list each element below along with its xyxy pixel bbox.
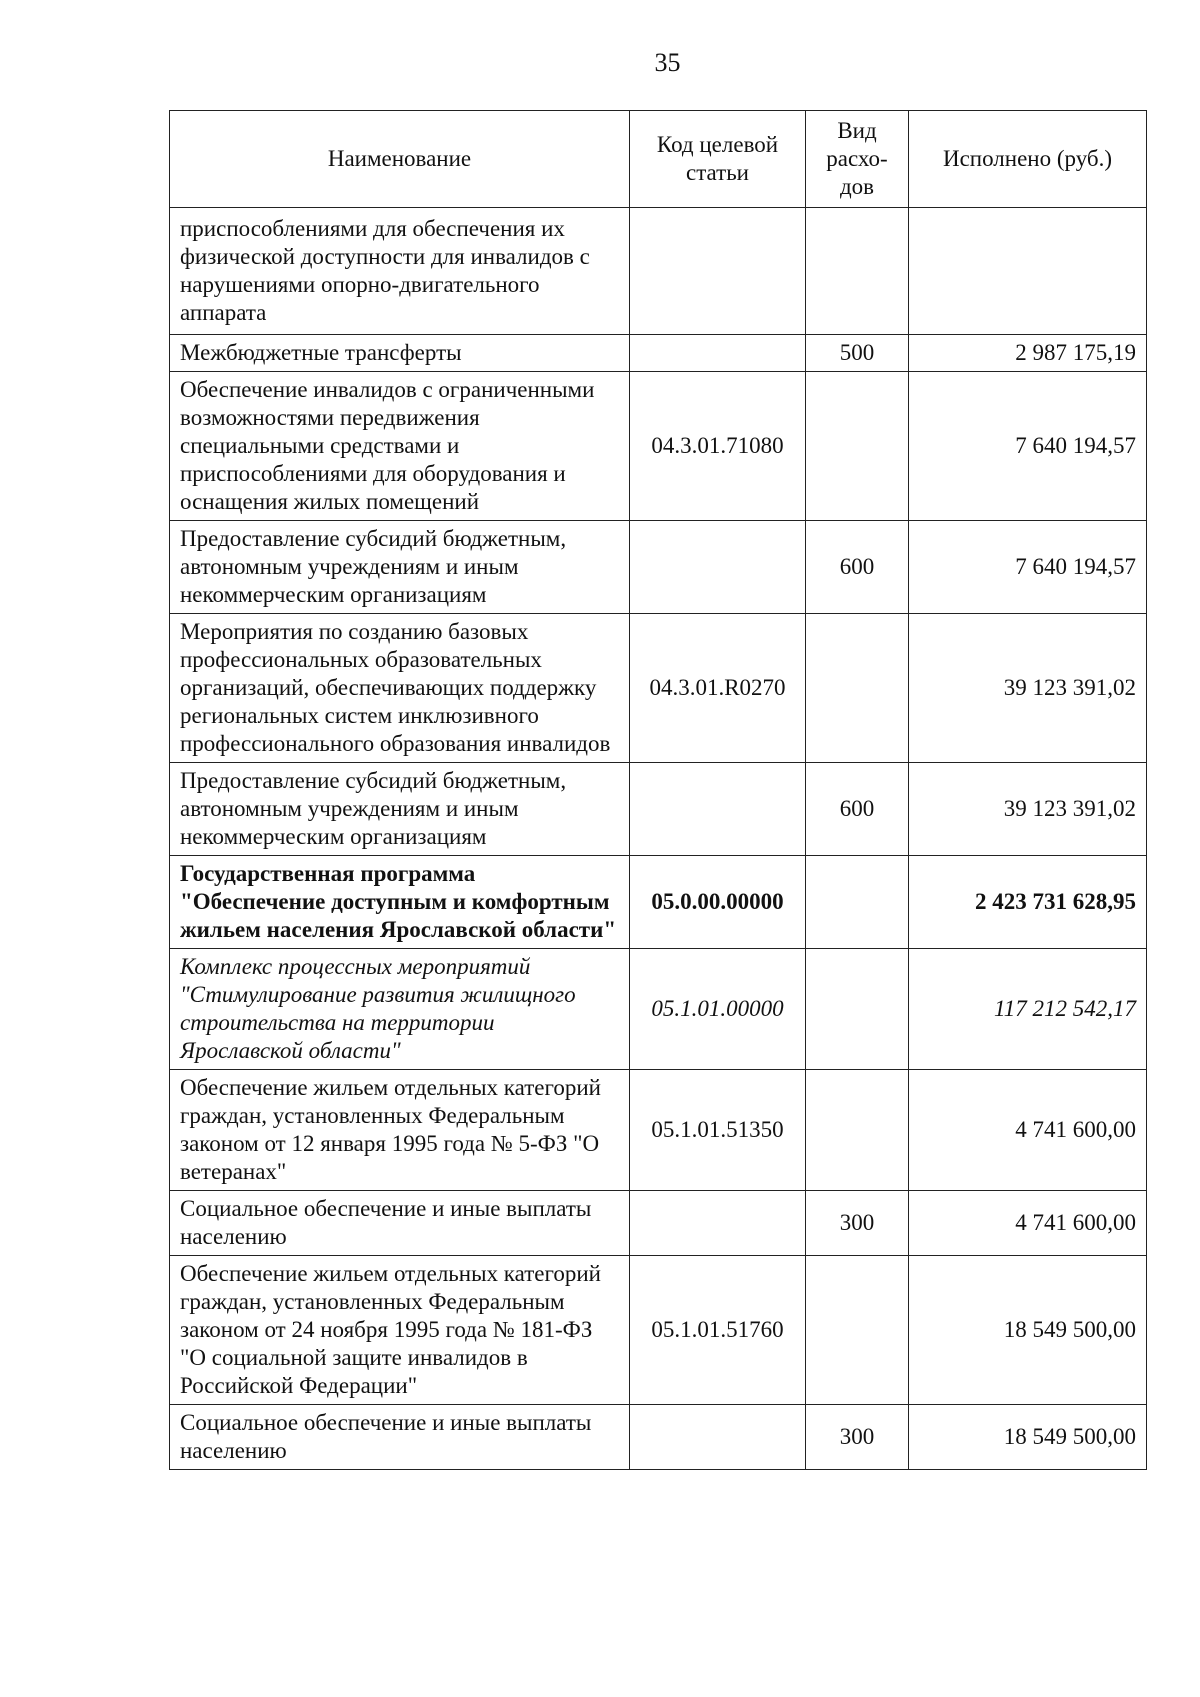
cell-amount: 18 549 500,00 <box>909 1256 1147 1405</box>
cell-code: 05.1.01.51350 <box>630 1070 806 1191</box>
table-row <box>170 1405 1147 1470</box>
budget-table <box>169 110 1147 1470</box>
cell-code: 04.3.01.R0270 <box>630 614 806 763</box>
table-row <box>170 1256 1147 1405</box>
table-row <box>170 208 1147 335</box>
cell-name: Государственная программа "Обеспечение доступным и комфортным жильем населения Ярославской области" <box>170 856 630 949</box>
cell-amount: 2 423 731 628,95 <box>909 856 1147 949</box>
cell-type: 500 <box>806 335 909 372</box>
cell-amount: 4 741 600,00 <box>909 1070 1147 1191</box>
table-row <box>170 372 1147 521</box>
header-name: Наименование <box>170 111 630 208</box>
cell-name: Социальное обеспечение и иные выплаты населению <box>170 1405 630 1470</box>
table-row <box>170 856 1147 949</box>
cell-code <box>630 521 806 614</box>
header-code: Код целевой статьи <box>630 111 806 208</box>
cell-type: 300 <box>806 1405 909 1470</box>
cell-amount: 2 987 175,19 <box>909 335 1147 372</box>
cell-code <box>630 208 806 335</box>
cell-code: 05.1.01.51760 <box>630 1256 806 1405</box>
table-row <box>170 614 1147 763</box>
table-row <box>170 521 1147 614</box>
cell-amount: 4 741 600,00 <box>909 1191 1147 1256</box>
cell-name: Межбюджетные трансферты <box>170 335 630 372</box>
cell-name: Предоставление субсидий бюджетным, автономным учреждениям и иным некоммерческим организациям <box>170 521 630 614</box>
table-row <box>170 1191 1147 1256</box>
table-row <box>170 335 1147 372</box>
cell-type <box>806 949 909 1070</box>
cell-amount: 117 212 542,17 <box>909 949 1147 1070</box>
cell-name: Комплекс процессных мероприятий "Стимулирование развития жилищного строительства на территории Ярославской области" <box>170 949 630 1070</box>
header-type: Вид расхо- дов <box>806 111 909 208</box>
cell-code <box>630 1191 806 1256</box>
table-row <box>170 1070 1147 1191</box>
cell-amount: 39 123 391,02 <box>909 763 1147 856</box>
cell-type <box>806 372 909 521</box>
cell-code: 05.0.00.00000 <box>630 856 806 949</box>
cell-type: 300 <box>806 1191 909 1256</box>
cell-type: 600 <box>806 763 909 856</box>
cell-name: Обеспечение инвалидов с ограниченными возможностями передвижения специальными средствами и приспособлениями для оборудования и оснащения жилых помещений <box>170 372 630 521</box>
table-row <box>170 949 1147 1070</box>
header-amount: Исполнено (руб.) <box>909 111 1147 208</box>
cell-name: Мероприятия по созданию базовых профессиональных образовательных организаций, обеспечивающих поддержку региональных систем инклюзивного профессионального образования инвалидов <box>170 614 630 763</box>
cell-amount: 18 549 500,00 <box>909 1405 1147 1470</box>
table-row <box>170 763 1147 856</box>
cell-type <box>806 614 909 763</box>
table-header-row <box>170 111 1147 208</box>
cell-type <box>806 1070 909 1191</box>
cell-name: Социальное обеспечение и иные выплаты населению <box>170 1191 630 1256</box>
page-number: 35 <box>654 48 681 77</box>
cell-name: Обеспечение жильем отдельных категорий граждан, установленных Федеральным законом от 12 января 1995 года № 5-ФЗ "О ветеранах" <box>170 1070 630 1191</box>
cell-type <box>806 208 909 335</box>
cell-code: 05.1.01.00000 <box>630 949 806 1070</box>
cell-type: 600 <box>806 521 909 614</box>
cell-code <box>630 335 806 372</box>
cell-amount: 7 640 194,57 <box>909 372 1147 521</box>
cell-code <box>630 763 806 856</box>
cell-name: Обеспечение жильем отдельных категорий граждан, установленных Федеральным законом от 24 ноября 1995 года № 181-ФЗ "О социальной защите инвалидов в Российской Федерации" <box>170 1256 630 1405</box>
cell-amount: 7 640 194,57 <box>909 521 1147 614</box>
cell-type <box>806 1256 909 1405</box>
cell-name: Предоставление субсидий бюджетным, автономным учреждениям и иным некоммерческим организациям <box>170 763 630 856</box>
cell-amount <box>909 208 1147 335</box>
cell-type <box>806 856 909 949</box>
cell-code <box>630 1405 806 1470</box>
cell-code: 04.3.01.71080 <box>630 372 806 521</box>
cell-name: приспособлениями для обеспечения их физической доступности для инвалидов с нарушениями опорно-двигательного аппарата <box>170 208 630 335</box>
cell-amount: 39 123 391,02 <box>909 614 1147 763</box>
